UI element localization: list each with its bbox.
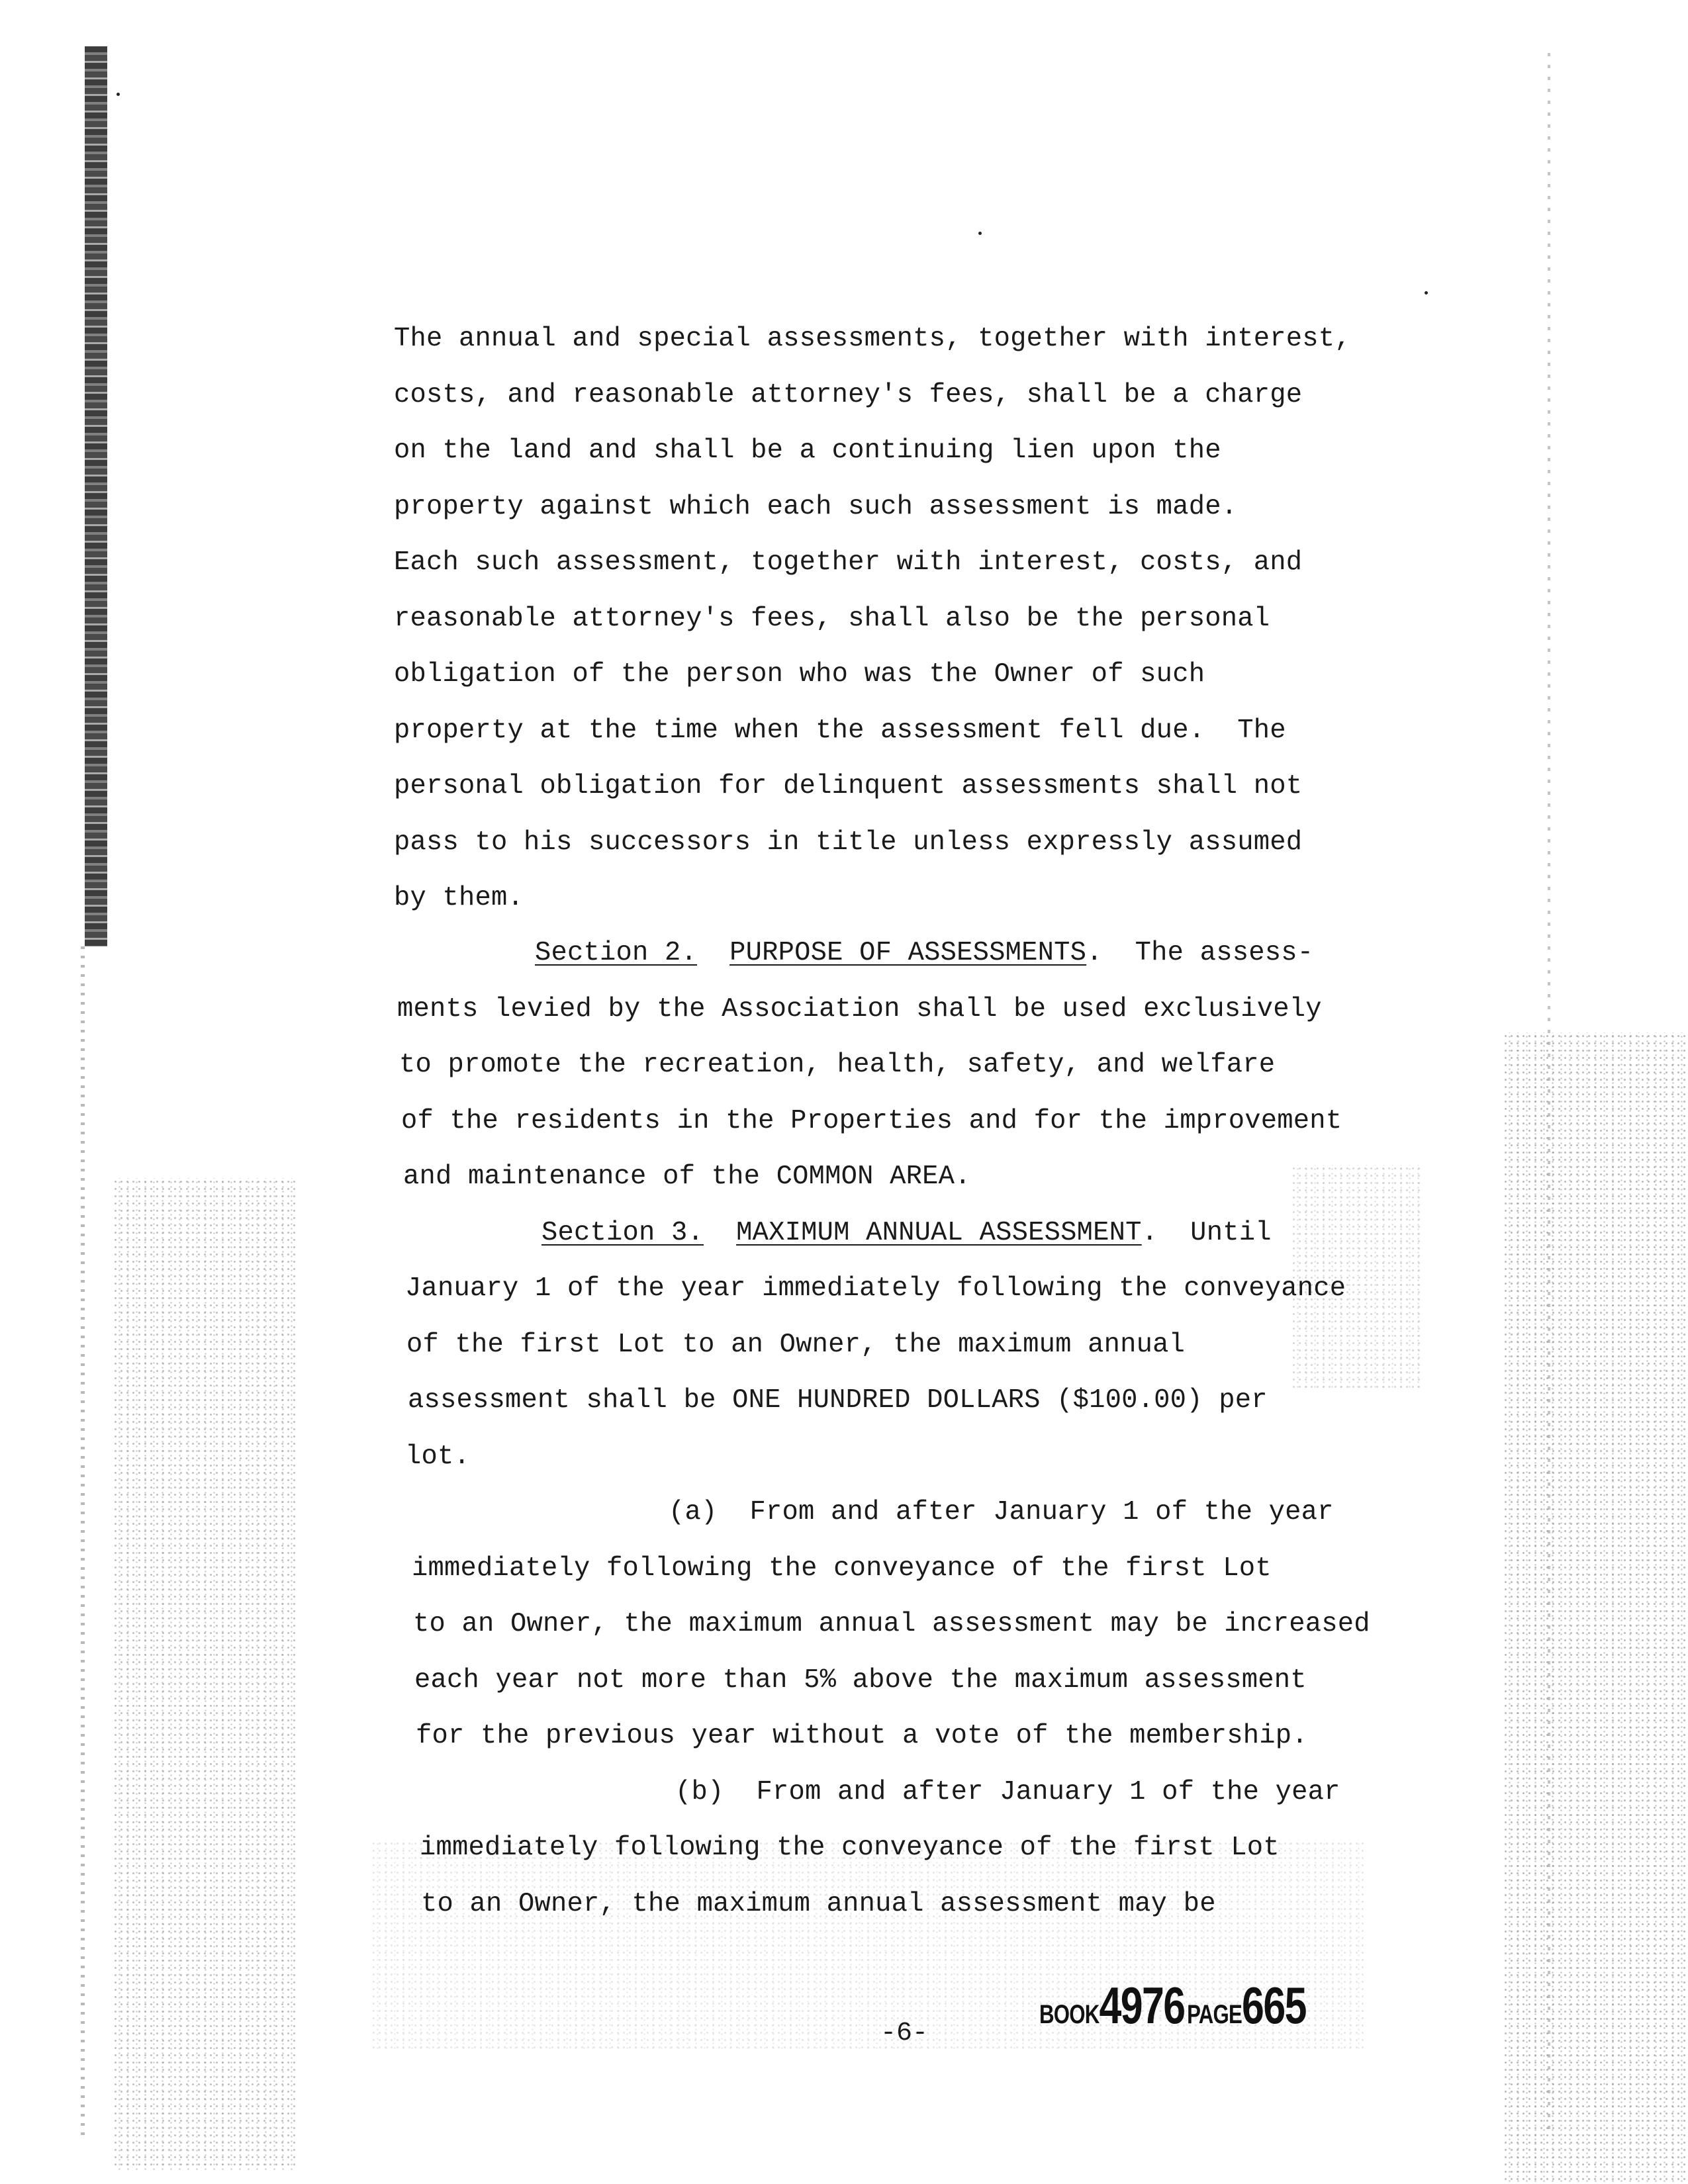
body-line: The annual and special assessments, together with interest, [394, 324, 1351, 354]
section-3-line: January 1 of the year immediately following the conveyance [405, 1273, 1346, 1304]
subsection-a-line: to an Owner, the maximum annual assessment may be increased [413, 1609, 1370, 1639]
body-line: Each such assessment, together with interest, costs, and [394, 547, 1303, 578]
subsection-a-line: each year not more than 5% above the maximum assessment [414, 1665, 1307, 1696]
subsection-b-line: to an Owner, the maximum annual assessment may be [421, 1889, 1216, 1919]
section-3-lead: . Until [1141, 1218, 1272, 1248]
section-2-line: of the residents in the Properties and for the improvement [401, 1106, 1342, 1136]
body-line: on the land and shall be a continuing lien upon the [394, 435, 1221, 466]
subsection-a-line: immediately following the conveyance of the first Lot [412, 1553, 1272, 1584]
page-value: 665 [1242, 1976, 1306, 2034]
body-line: property against which each such assessment is made. [394, 492, 1238, 522]
section-3-line: lot. [405, 1441, 471, 1472]
section-2-title: PURPOSE OF ASSESSMENTS [729, 938, 1087, 968]
section-2-line: and maintenance of the COMMON AREA. [403, 1161, 971, 1192]
section-2-label: Section 2. [535, 938, 698, 968]
book-number: 4976 [1099, 1976, 1185, 2034]
section-2-line: ments levied by the Association shall be used exclusively [397, 994, 1322, 1024]
body-line: obligation of the person who was the Owner of such [394, 659, 1205, 690]
subsection-b-lead: (b) From and after January 1 of the year [675, 1777, 1340, 1807]
section-2-lead: . The assess- [1086, 938, 1314, 968]
section-3-title: MAXIMUM ANNUAL ASSESSMENT [736, 1218, 1142, 1248]
subsection-a-line: for the previous year without a vote of the membership. [416, 1721, 1308, 1751]
page-number: -6- [880, 2019, 929, 2048]
body-line: costs, and reasonable attorney's fees, shall be a charge [394, 380, 1303, 410]
book-page-stamp [1039, 1976, 1306, 2036]
page-label: PAGE [1187, 2000, 1243, 2029]
body-line: by them. [394, 883, 524, 913]
section-3-line: assessment shall be ONE HUNDRED DOLLARS ($100.00) per [408, 1385, 1268, 1416]
section-2-heading [535, 936, 1313, 970]
body-line: personal obligation for delinquent assessments shall not [394, 771, 1303, 801]
subsection-b-line: immediately following the conveyance of the first Lot [420, 1833, 1280, 1863]
subsection-a-lead: (a) From and after January 1 of the year [669, 1497, 1334, 1527]
section-3-heading [541, 1216, 1272, 1250]
book-label: BOOK [1039, 2000, 1100, 2029]
section-3-line: of the first Lot to an Owner, the maximum annual [406, 1330, 1186, 1360]
body-line: property at the time when the assessment fell due. The [394, 715, 1286, 746]
body-line: reasonable attorney's fees, shall also be the personal [394, 604, 1270, 634]
section-3-label: Section 3. [541, 1218, 704, 1248]
section-2-line: to promote the recreation, health, safety, and welfare [399, 1050, 1276, 1080]
body-line: pass to his successors in title unless expressly assumed [394, 827, 1303, 858]
